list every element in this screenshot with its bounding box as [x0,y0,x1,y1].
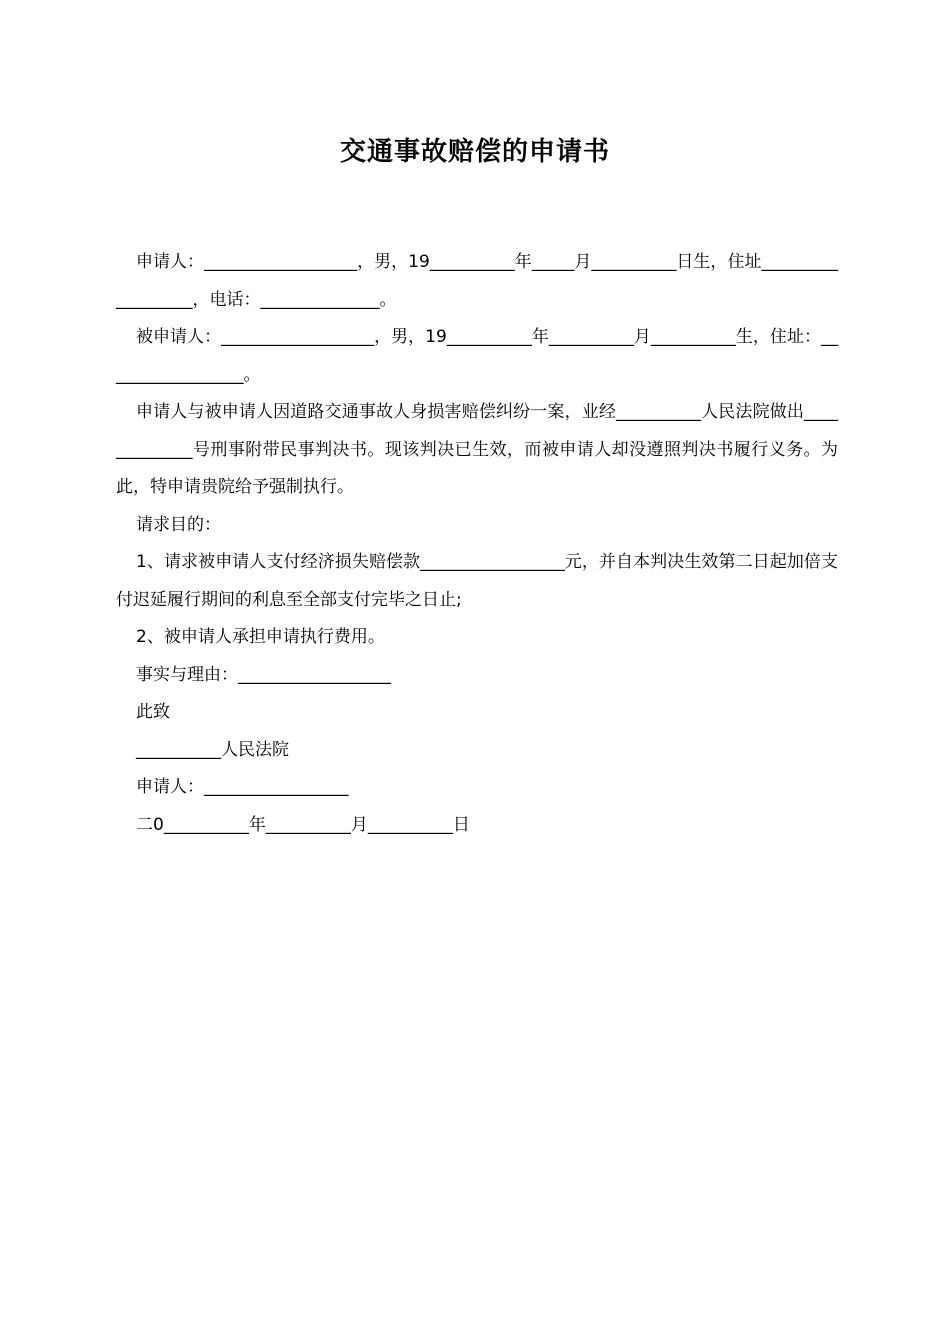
applicant-info-paragraph: 申请人：__________________，男，19__________年_____月__________日生，住址__________________，电话：______________。 [116,252,838,310]
document-body [116,244,838,844]
document-title: 交通事故赔偿的申请书 [339,137,610,167]
applicant-signature: 申请人：_________________ [136,777,349,797]
case-description-paragraph: 申请人与被申请人因道路交通事故人身损害赔偿纠纷一案，业经__________人民法院做出_____________号刑事附带民事判决书。现该判决已生效，而被申请人却没遵照判决书履行义务。为此，特申请贵院给予强制执行。 [116,402,838,497]
request-purpose-heading: 请求目的： [136,514,221,535]
request-item-2: 2、被申请人承担申请执行费用。 [136,627,385,647]
facts-and-reasons: 事实与理由：__________________ [136,664,391,685]
respondent-info-paragraph: 被申请人：__________________，男，19__________年__________月__________生，住址：_________________。 [116,327,838,385]
salutation: 此致 [136,702,170,722]
date-line: 二0__________年__________月__________日 [136,814,470,835]
request-item-1: 1、请求被申请人支付经济损失赔偿款_________________元，并自本判决生效第二日起加倍支付迟延履行期间的利息至全部支付完毕之日止; [116,552,838,610]
court-name: __________人民法院 [136,739,289,760]
